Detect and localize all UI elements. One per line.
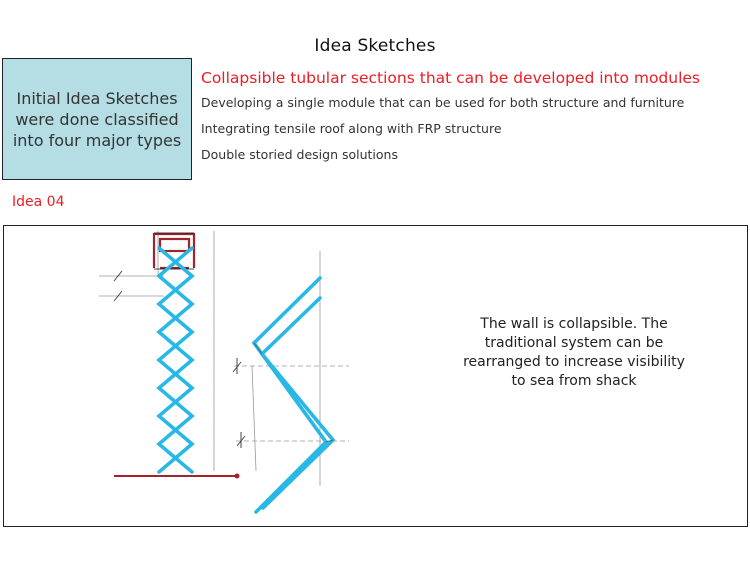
idea-types-list: [201, 66, 700, 168]
idea-type-item: Double storied design solutions: [201, 147, 398, 162]
idea-label: Idea 04: [12, 194, 65, 210]
page-title: Idea Sketches: [314, 36, 436, 56]
idea-type-item: Collapsible tubular sections that can be developed into modules: [201, 69, 701, 87]
sketch-note: The wall is collapsible. The traditional system can be rearranged to increase visibility to sea from shack: [463, 316, 685, 389]
summary-text: Initial Idea Sketches were done classified into four major types: [12, 88, 182, 150]
sketch-frame: [3, 225, 748, 527]
summary-box: [2, 58, 192, 180]
idea-type-item: Integrating tensile roof along with FRP structure: [201, 121, 502, 136]
idea-type-item: Developing a single module that can be used for both structure and furniture: [201, 95, 685, 110]
